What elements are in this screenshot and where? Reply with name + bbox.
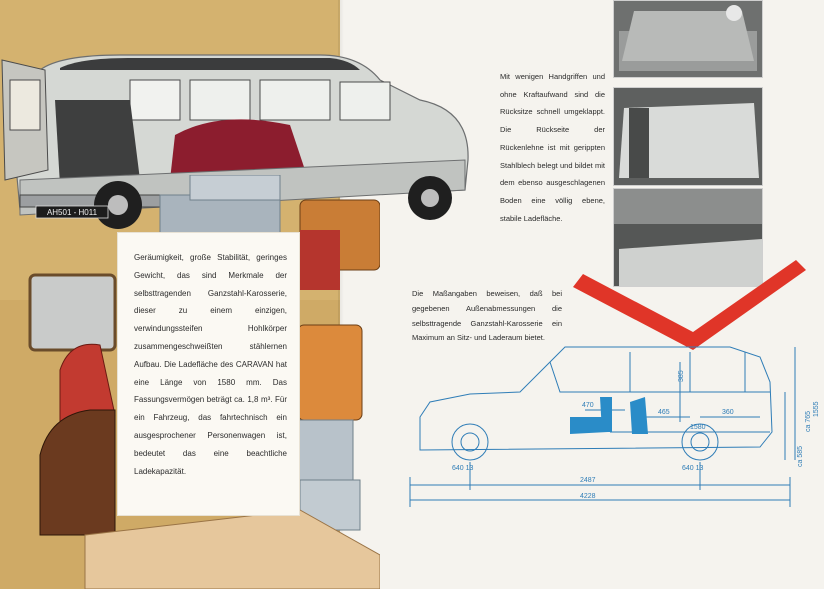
license-plate: AH501 - H011 — [46, 208, 98, 217]
dimension-drawing — [400, 322, 820, 517]
dim-seat-rear: 465 — [658, 409, 670, 416]
left-description-text: Geräumigkeit, große Stabilität, geringes Gewicht, das sind Merkmale der selbsttragenden Ganzstahl-Karosserie, dieser zu einem einzigen, verwindungssteifen Hohlkörper zusammengeschweißten stählernen Aufbau. Die Ladefläche des CARAVAN hat eine Länge von 1580 mm. Das Fassungsvermögen beträgt ca. 1,8 m³. Für ein Fahrzeug, das fahrtechnisch ein ausgesprochener Personenwagen ist, bedeutet das eine beachtliche Ladekapazität. — [134, 253, 287, 476]
photo-folded-rear-seat — [613, 87, 763, 186]
dim-cargo-height: ca 765 — [805, 410, 812, 432]
dim-tire-front: 640 13 — [452, 465, 474, 472]
dimensions-description: Die Maßangaben beweisen, daß bei gegebenen Außenabmessungen die selbsttragende Ganzstahl-Karosserie ein Maximum an Sitz- und Laderaum bietet. — [412, 289, 562, 343]
rear-seat-description: Mit wenigen Handgriffen und ohne Kraftaufwand sind die Rücksitze schnell umgeklappt. Die Rückseite der Rückenlehne ist mit gerippten Stahlblech belegt und bildet mit dem ebenso ausgeschlagenen Boden eine völlig ebene, stabile Ladefläche. — [500, 72, 605, 223]
dim-cargo-length: 1580 — [690, 424, 706, 431]
dim-rear-to-cargo: 360 — [722, 409, 734, 416]
left-description-box — [117, 232, 300, 516]
dim-tire-rear: 640 13 — [682, 465, 704, 472]
dim-overall-length: 4228 — [580, 493, 596, 500]
dim-headroom: 385 — [678, 370, 685, 382]
dim-seat-front: 470 — [582, 402, 594, 409]
photo-seat-folding — [613, 0, 763, 78]
dim-ground-clearance: ca 585 — [797, 445, 804, 467]
dim-wheelbase: 2487 — [580, 477, 596, 484]
dim-overall-height: 1555 — [813, 401, 820, 417]
